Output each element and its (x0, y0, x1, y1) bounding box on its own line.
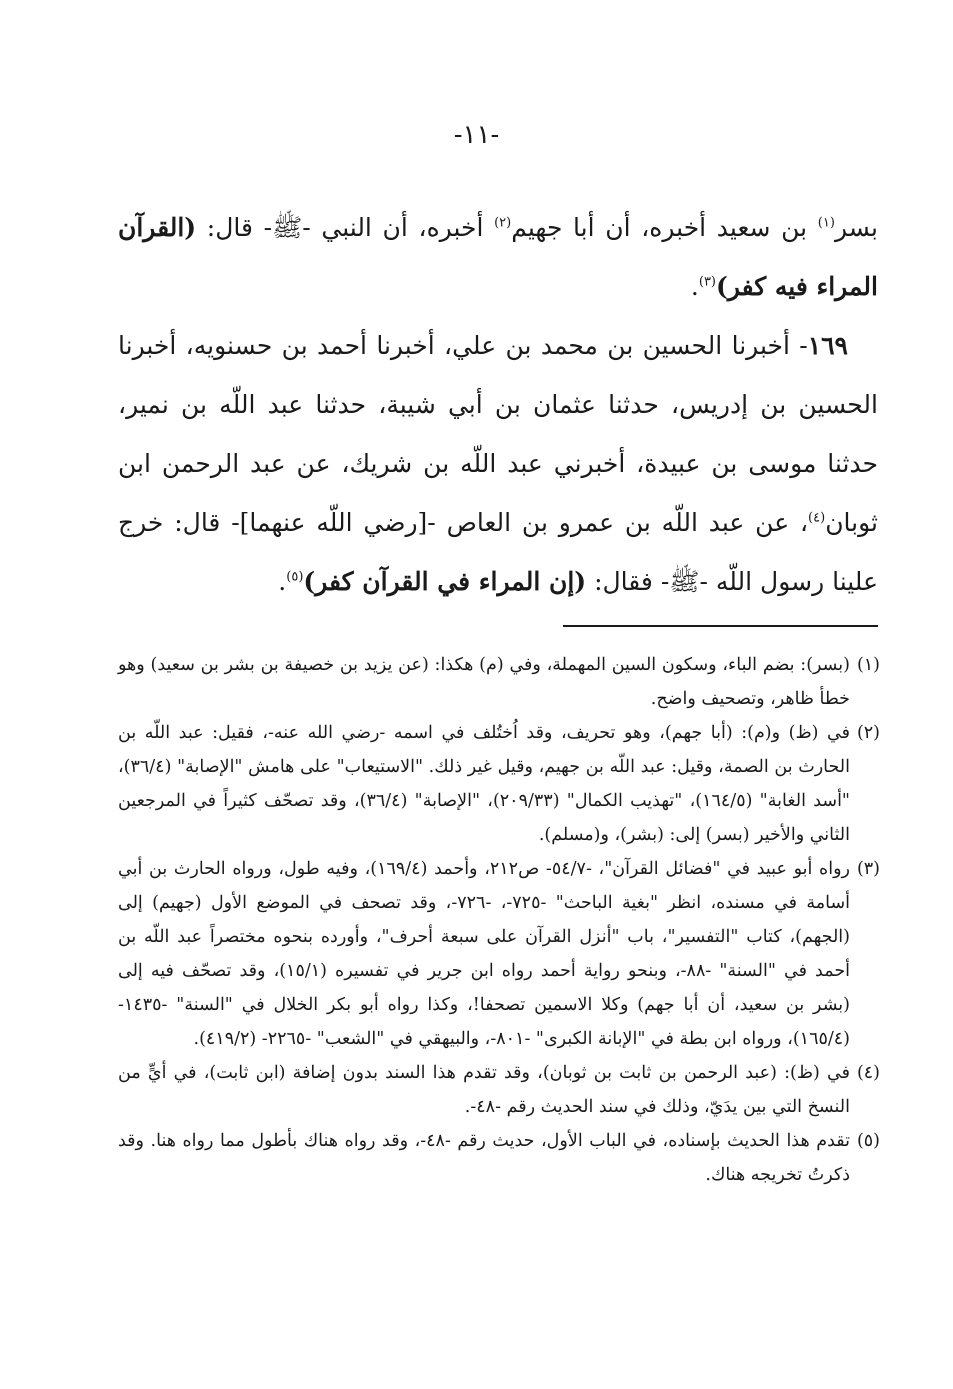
footnote-ref-5: (٥) (286, 569, 304, 585)
footnote-divider (563, 625, 878, 627)
main-text (118, 198, 878, 611)
footnote-2 (118, 716, 880, 852)
footnote-number: (٤) (856, 1063, 880, 1083)
text-segment: . (690, 272, 699, 301)
hadith-text-1: (القرآن المراء فيه كفر) (118, 213, 878, 301)
paragraph-1 (118, 198, 878, 316)
footnote-ref-4: (٤) (808, 510, 826, 526)
footnote-ref-1: (١) (817, 215, 835, 231)
footnote-number: (٢) (856, 723, 880, 743)
footnote-text: في (ظ) و(م): (أبا جهم)، وهو تحريف، وقد اُختُلف في اسمه -رضي الله عنه-، فقيل: عبد اللّه بن الحارث بن الصمة، وقيل: عبد اللّه بن جهيم، وقيل غير ذلك. "الاستيعاب" على هامش "الإصابة" (٣٦/٤)، "أسد الغابة" (١٦٤/٥)، "تهذيب الكمال" (٢٠٩/٣٣)، "الإصابة" (٣٦/٤)، وقد تصحّف كثيراً في المرجعين الثاني والأخير (بسر) إلى: (بشر)، و(مسلم). (118, 723, 850, 845)
text-segment: - أخبرنا الحسين بن محمد بن علي، أخبرنا أحمد بن حسنويه، أخبرنا الحسين بن إدريس، حدثنا عثمان بن أبي شيبة، حدثنا عبد اللّه بن نمير، حدثنا موسى بن عبيدة، أخبرني عبد اللّه بن شريك، عن عبد الرحمن ابن ثوبان (118, 331, 878, 537)
footnote-5 (118, 1124, 880, 1192)
paragraph-2 (118, 316, 878, 611)
footnote-text: تقدم هذا الحديث بإسناده، في الباب الأول، حديث رقم -٤٨-، وقد رواه هناك بأطول مما رواه هنا. وقد ذكرتُ تخريجه هناك. (118, 1131, 851, 1185)
footnote-ref-2: (٢) (494, 215, 512, 231)
footnote-number: (٣) (856, 859, 880, 879)
footnote-3 (118, 852, 880, 1056)
page-number: -١١- (453, 120, 500, 150)
footnote-ref-3: (٣) (698, 274, 716, 290)
footnotes (118, 648, 880, 1192)
footnote-text: رواه أبو عبيد في "فضائل القرآن"، -٥٤/٧- ص٢١٢، وأحمد (١٦٩/٤)، وفيه طول، ورواه الحارث بن أبي أسامة في مسنده، انظر "بغية الباحث" -٧٢٥-، -٧٢٦-، وقد تصحف في الموضع الأول (جهيم) إلى (الجهم)، كتاب "التفسير"، باب "أنزل القرآن على سبعة أحرف"، وأورده بنحوه مختصراً عبد اللّه بن أحمد في "السنة" -٨٨-، وبنحو رواية أحمد رواه ابن جرير في تفسيره (١٥/١)، وقد تصحّف فيه إلى (بشر بن سعيد، أن أبا جهم) وكلا الاسمين تصحفا!، وكذا رواه أبو بكر الخلال في "السنة" -١٤٣٥- (١٦٥/٤)، ورواه ابن بطة في "الإبانة الكبرى" -٨٠١-، والبيهقي في "الشعب" -٢٢٦٥- (٤١٩/٢). (118, 859, 850, 1049)
footnote-text: (بسر): بضم الباء، وسكون السين المهملة، وفي (م) هكذا: (عن يزيد بن خصيفة بن بشر بن سعيد) وهو خطأ ظاهر، وتصحيف واضح. (118, 655, 850, 709)
footnote-1 (118, 648, 880, 716)
text-segment: ، عن عبد اللّه بن عمرو بن العاص -[رضي اللّه عنهما]- قال: خرج علينا رسول اللّه -ﷺ- فقال: (118, 508, 878, 596)
hadith-number: ١٦٩ (807, 331, 848, 360)
footnote-4 (118, 1056, 880, 1124)
footnote-number: (٥) (856, 1131, 880, 1151)
text-segment: بسر (834, 213, 878, 242)
footnote-number: (١) (856, 655, 880, 675)
footnote-text: في (ظ): (عبد الرحمن بن ثابت بن ثوبان)، وقد تقدم هذا السند بدون إضافة (ابن ثابت)، في أيٍّ من النسخ التي بين يدَيّ، وذلك في سند الحديث رقم -٤٨-. (118, 1063, 850, 1117)
text-segment: بن سعيد أخبره، أن أبا جهيم (511, 213, 818, 242)
text-segment: أخبره، أن النبي -ﷺ- قال: (196, 213, 495, 242)
hadith-text-2: (إن المراء في القرآن كفر) (303, 567, 587, 596)
text-segment: . (278, 567, 287, 596)
